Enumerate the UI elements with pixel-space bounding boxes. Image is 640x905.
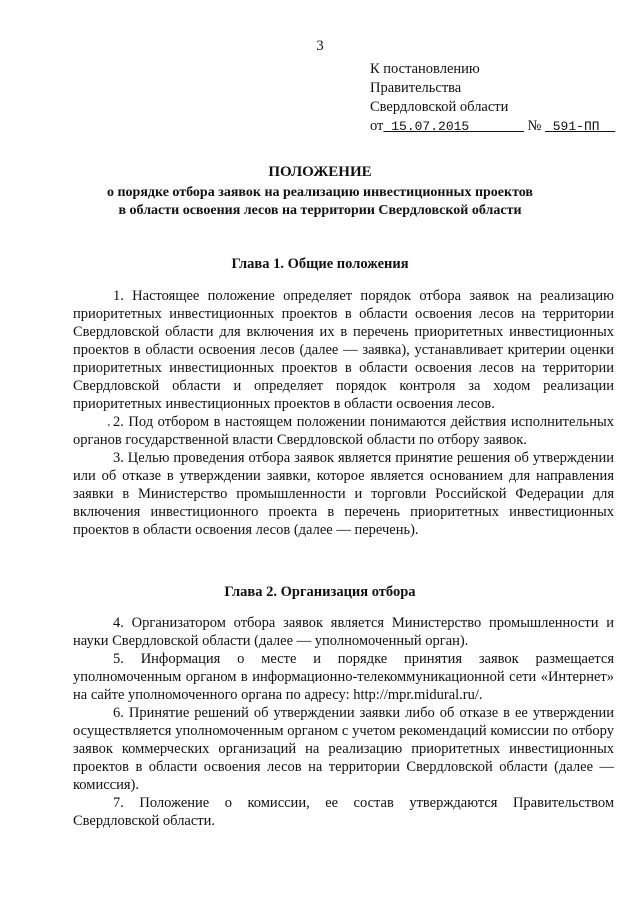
margin-mark: ‚ [107, 416, 111, 428]
stamp-line-3: Свердловской области [370, 99, 509, 115]
number-prefix: № [527, 118, 542, 134]
document-title: ПОЛОЖЕНИЕ [268, 164, 372, 180]
paragraph-4: 4. Организатором отбора заявок является Министерство промышленности и науки Свердловской области (далее — уполномоченный орган). [73, 615, 614, 649]
chapter-1-heading: Глава 1. Общие положения [231, 256, 409, 272]
chapter-2-heading: Глава 2. Организация отбора [224, 584, 416, 600]
document-subtitle [0, 184, 640, 220]
paragraph-1: 1. Настоящее положение определяет порядок отбора заявок на реализацию приоритетных инвестиционных проектов в области освоения лесов на территории Свердловской области для включения их в перечень приоритетных инвестиционных проектов в области освоения лесов (далее — заявка), устанавливает критерии оценки приоритетных инвестиционных проектов в области освоения лесов на территории Свердловской области и определяет порядок контроля за ходом реализации приоритетных инвестиционных проектов в области освоения лесов. [73, 288, 614, 412]
approval-stamp [370, 60, 615, 136]
subtitle-line-2: в области освоения лесов на территории Свердловской области [118, 203, 522, 218]
paragraph-6: 6. Принятие решений об утверждении заявки либо об отказе в ее утверждении осуществляется уполномоченным органом с учетом рекомендаций комиссии по отбору заявок коммерческих организаций на реализацию приоритетных инвестиционных проектов в области освоения лесов на территории Свердловской области (далее — комиссия). [73, 705, 614, 793]
paragraph-2: ‚ 2. Под отбором в настоящем положении понимаются действия исполнительных органов государственной власти Свердловской области по отбору заявок. [73, 413, 614, 449]
stamp-line-2: Правительства [370, 80, 462, 96]
stamp-number: 591-ПП [552, 119, 600, 134]
chapter-2-body [73, 614, 614, 830]
chapter-1-body [73, 287, 614, 539]
stamp-date: 15.07.2015 [391, 119, 470, 134]
paragraph-7: 7. Положение о комиссии, ее состав утверждаются Правительством Свердловской области. [73, 795, 614, 829]
date-prefix: от [370, 118, 384, 134]
subtitle-line-1: о порядке отбора заявок на реализацию инвестиционных проектов [106, 185, 533, 200]
stamp-date-line [370, 117, 615, 136]
paragraph-5: 5. Информация о месте и порядке принятия заявок размещается уполномоченным органом в информационно-телекоммуникационной сети «Интернет» на сайте уполномоченного органа по адресу: http://mpr.midural.ru/. [73, 651, 614, 703]
stamp-line-1: К постановлению [370, 61, 480, 77]
page-number: 3 [316, 38, 324, 54]
paragraph-3: 3. Целью проведения отбора заявок является принятие решения об утверждении или об отказе в утверждении заявки, которое является основанием для направления заявки в Министерство промышленности и торговли Российской Федерации для включения инвестиционного проекта в перечень приоритетных инвестиционных проектов в области освоения лесов (далее — перечень). [73, 450, 614, 538]
